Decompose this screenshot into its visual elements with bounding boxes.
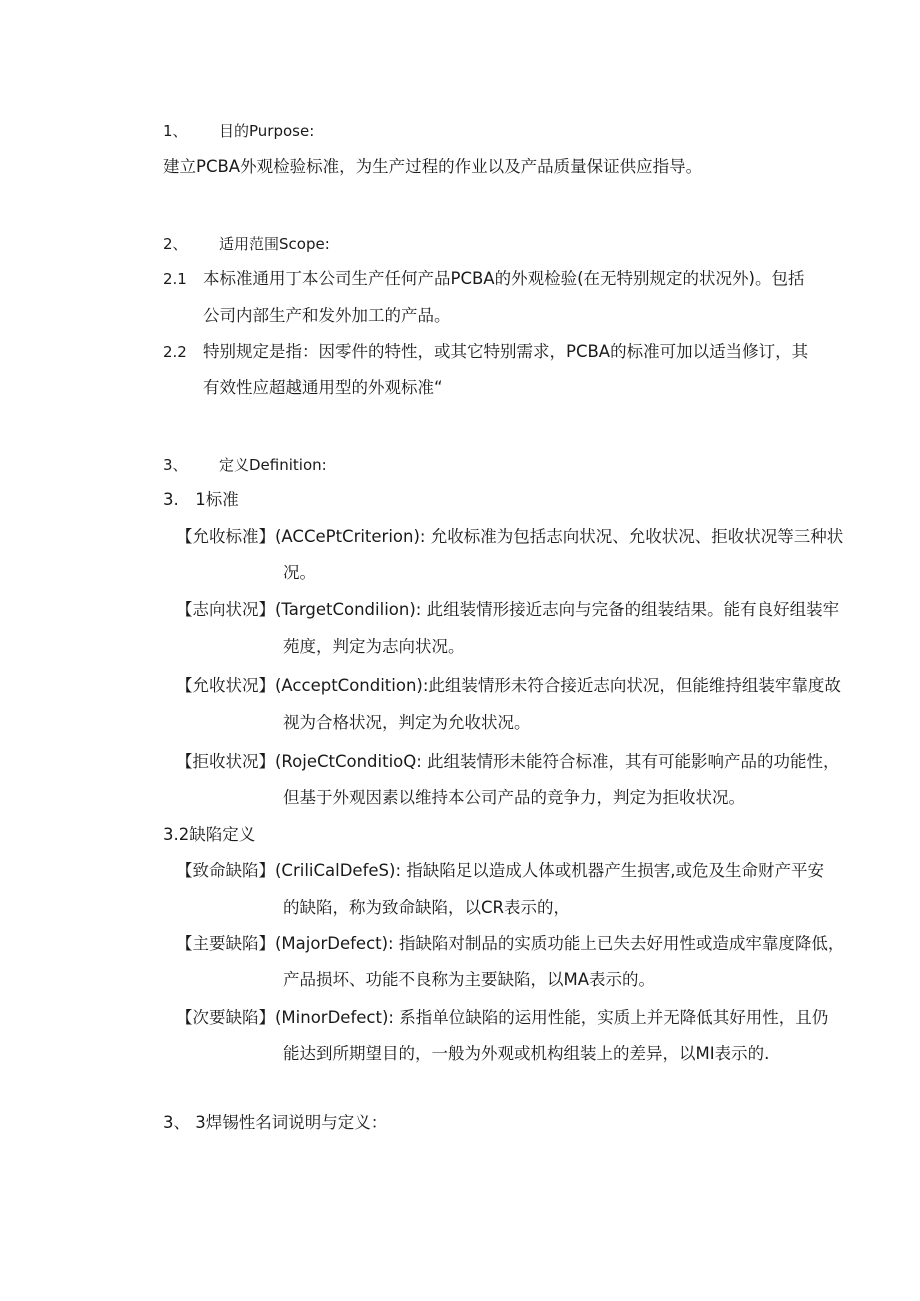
def-reject-condition-line1: 【拒收状况】(RojeCtConditioQ: 此组装情形未能符合标准，其有可能影响产品的功能性， xyxy=(176,752,840,771)
def-major-defect-line2: 产品损坏、功能不良称为主要缺陷，以MA表示的。 xyxy=(283,970,656,989)
section-1-title: 目的Purpose: xyxy=(219,122,315,140)
item-2-1-number: 2.1 xyxy=(163,270,187,288)
def-critical-defect-line1: 【致命缺陷】(CriliCalDefeS): 指缺陷足以造成人体或机器产生损害,或危及生命财产平安 xyxy=(176,861,824,880)
item-2-1-line2: 公司内部生产和发外加工的产品。 xyxy=(203,306,451,325)
item-2-2-line2: 有效性应超越通用型的外观标准“ xyxy=(203,378,443,397)
item-2-1-line1: 本标准通用丁本公司生产任何产品PCBA的外观检验(在无特别规定的状况外)。包括 xyxy=(203,269,805,288)
def-accept-condition-line2: 视为合格状况，判定为允收状况。 xyxy=(283,713,531,732)
section-2-title: 适用范围Scope: xyxy=(219,235,330,253)
subsection-3-2-title: 3.2缺陷定义 xyxy=(163,825,256,844)
def-reject-condition-line2: 但基于外观因素以维持本公司产品的竞争力，判定为拒收状况。 xyxy=(283,788,745,807)
subsection-3-3-title: 3、 3焊锡性名词说明与定义： xyxy=(163,1113,388,1132)
def-major-defect-line1: 【主要缺陷】(MajorDefect): 指缺陷对制品的实质功能上已失去好用性或造成牢靠度降低， xyxy=(176,934,845,953)
def-minor-defect-line1: 【次要缺陷】(MinorDefect): 系指单位缺陷的运用性能，实质上并无降低其好用性，且仍 xyxy=(176,1008,829,1027)
def-accept-condition-line1: 【允收状况】(AcceptCondition):此组装情形未符合接近志向状况，但能维持组装牢靠度故 xyxy=(176,676,841,695)
def-minor-defect-line2: 能达到所期望目的，一般为外观或机构组装上的差异，以MI表示的. xyxy=(283,1044,770,1063)
def-target-condition-line1: 【志向状况】(TargetCondilion): 此组装情形接近志向与完备的组装结果。能有良好组装牢 xyxy=(176,600,840,619)
section-3-number: 3、 xyxy=(163,456,188,474)
def-critical-defect-line2: 的缺陷，称为致命缺陷，以CR表示的， xyxy=(283,898,570,917)
subsection-3-1-title: 3. 1标准 xyxy=(163,490,239,509)
section-1-body: 建立PCBA外观检验标准，为生产过程的作业以及产品质量保证供应指导。 xyxy=(163,157,703,176)
item-2-2-line1: 特别规定是指：因零件的特性，或其它特别需求，PCBA的标准可加以适当修订，其 xyxy=(203,342,809,361)
def-target-condition-line2: 苑度，判定为志向状况。 xyxy=(283,637,465,656)
def-accept-criterion-line2: 况。 xyxy=(283,563,316,582)
item-2-2-number: 2.2 xyxy=(163,343,187,361)
def-accept-criterion-line1: 【允收标准】(ACCePtCriterion): 允收标准为包括志向状况、允收状况、拒收状况等三种状 xyxy=(176,527,844,546)
section-3-title: 定义Definition: xyxy=(219,456,327,474)
section-2-number: 2、 xyxy=(163,235,188,253)
section-1-number: 1、 xyxy=(163,122,188,140)
